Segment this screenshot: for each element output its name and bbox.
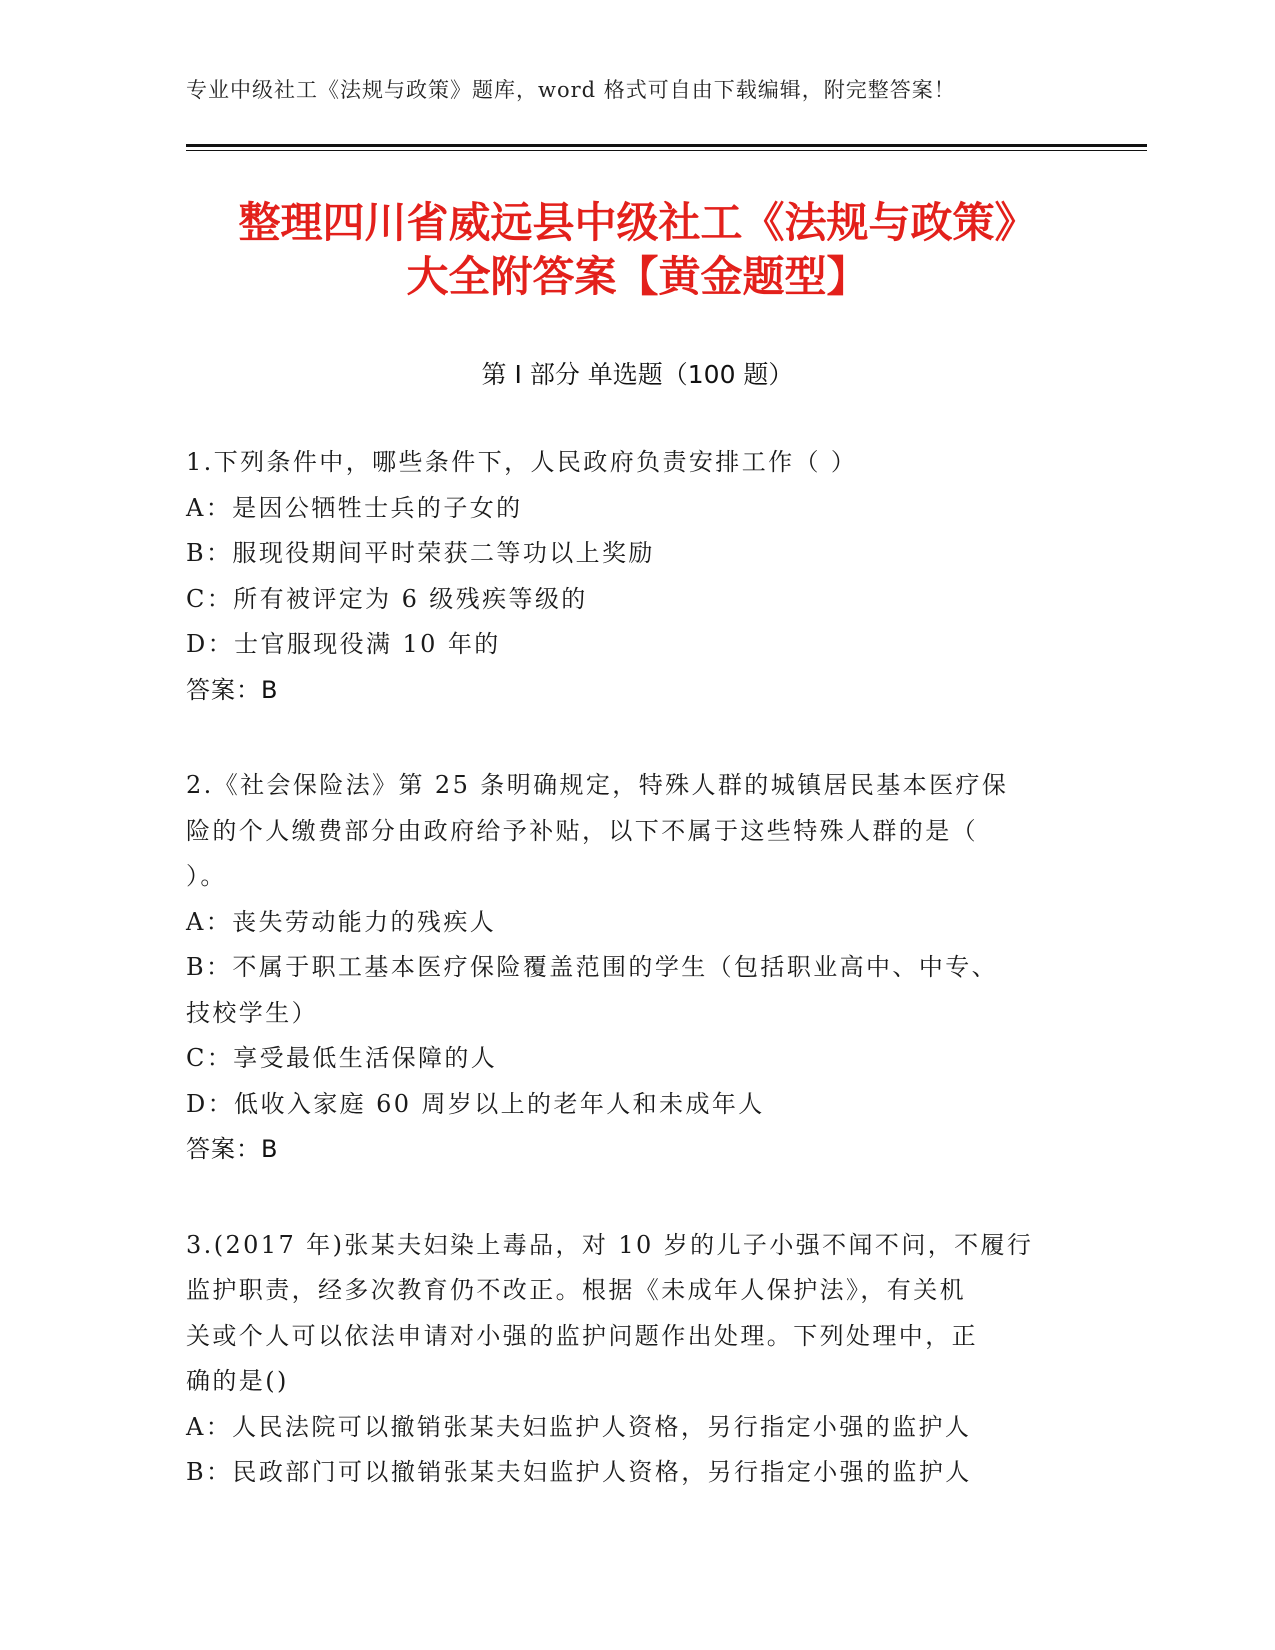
question-stem-line: ）。 — [186, 862, 227, 890]
question-stem-line: 关或个人可以依法申请对小强的监护问题作出处理。下列处理中，正 — [186, 1321, 978, 1350]
document-title-line-1: 整理四川省威远县中级社工《法规与政策》 — [238, 198, 1037, 247]
option-b: B：不属于职工基本医疗保险覆盖范围的学生（包括职业高中、中专、 — [186, 953, 999, 981]
question-stem-line: 险的个人缴费部分由政府给予补贴，以下不属于这些特殊人群的是（ — [186, 816, 978, 845]
question-3 — [186, 1223, 1086, 1496]
question-stem-line: 3.(2017 年)张某夫妇染上毒品，对 10 岁的儿子小强不闻不问，不履行 — [186, 1230, 1034, 1259]
header-note: 专业中级社工《法规与政策》题库，word 格式可自由下载编辑，附完整答案！ — [186, 78, 956, 102]
option-b: B：服现役期间平时荣获二等功以上奖励 — [186, 539, 655, 567]
document-title-line-2: 大全附答案【黄金题型】 — [406, 252, 869, 301]
answer-line: 答案：B — [186, 675, 279, 704]
question-list — [186, 440, 1086, 1546]
option-b-continued: 技校学生） — [186, 998, 318, 1027]
question-stem-line: 2.《社会保险法》第 25 条明确规定，特殊人群的城镇居民基本医疗保 — [186, 771, 1009, 799]
question-2 — [186, 763, 1086, 1173]
question-stem-line: 确的是() — [186, 1367, 289, 1395]
option-a: A：是因公牺牲士兵的子女的 — [186, 493, 523, 522]
question-1 — [186, 440, 1086, 713]
section-title: 第 I 部分 单选题（100 题） — [481, 360, 794, 389]
answer-line: 答案：B — [186, 1135, 279, 1163]
header-rule-thick — [186, 144, 1147, 147]
question-stem-line: 1.下列条件中，哪些条件下，人民政府负责安排工作（ ） — [186, 448, 858, 476]
question-stem-line: 监护职责，经多次教育仍不改正。根据《未成年人保护法》，有关机 — [186, 1276, 966, 1304]
option-c: C：享受最低生活保障的人 — [186, 1044, 498, 1072]
option-d: D：低收入家庭 60 周岁以上的老年人和未成年人 — [186, 1089, 765, 1118]
option-d: D：士官服现役满 10 年的 — [186, 630, 501, 658]
option-a: A：丧失劳动能力的残疾人 — [186, 907, 497, 936]
option-a: A：人民法院可以撤销张某夫妇监护人资格，另行指定小强的监护人 — [186, 1412, 972, 1441]
header-rule-thin — [186, 150, 1147, 151]
option-c: C：所有被评定为 6 级残疾等级的 — [186, 584, 588, 613]
document-title — [150, 196, 1125, 304]
option-b: B：民政部门可以撤销张某夫妇监护人资格，另行指定小强的监护人 — [186, 1458, 972, 1486]
